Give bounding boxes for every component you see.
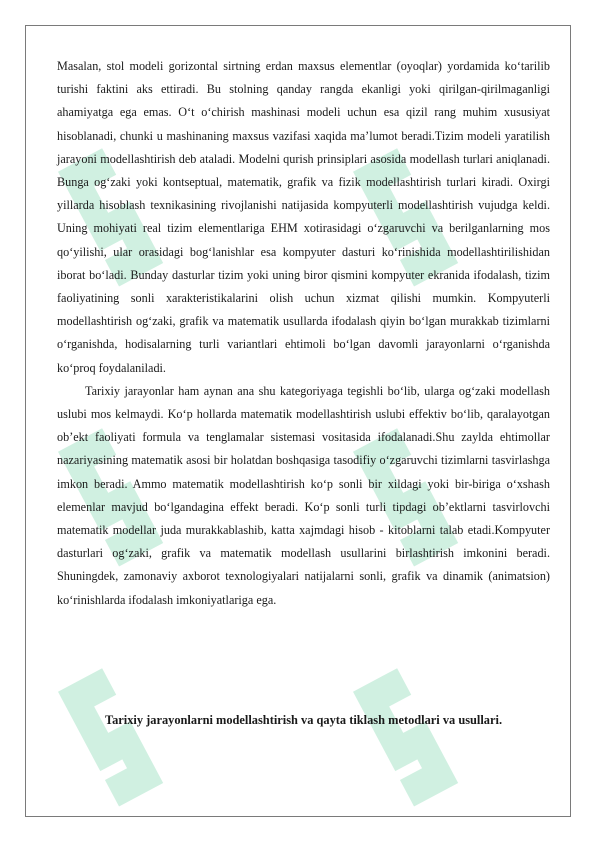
body-paragraph: Masalan, stol modeli gorizontal sirtning erdan maxsus elementlar (oyoqlar) yordamida ko‘tarilib turishi faktini aks ettiradi. Bu stolning qanday rangda ekanligi yoki qirilgan-qirilmaganligi ahamiyatga ega emas. O‘t o‘chirish mashinasi modeli uchun esa qizil rang muhim xususiyat hisoblanadi, chunki u mashinaning maxsus vazifasi xaqida ma’lumot beradi.Tizim modeli yaratilish jarayoni modellashtirish deb ataladi. Modelni qurish prinsiplari asosida modellash turlari aniqlanadi. Bunga og‘zaki yoki kontseptual, matematik, grafik va fizik modellashtirish turlari kiradi. Oxirgi yillarda hisoblash texnikasining rivojlanishi natijasida kompyuterli modellashtirish vujudga keldi. Uning mohiyati real tizim elementlariga EHM xotirasidagi o‘zgaruvchi va berilganlarning mos qo‘yilishi, ular orasidagi bog‘lanishlar esa kompyuter dasturi ko‘rinishida modellashtirilishidan iborat bo‘ladi. Bunday dasturlar tizim yoki uning biror qismini kompyuter ekranida ifodalash, tizim faoliyatining sonli xarakteristikalarini olish uchun xizmat qilishi mumkin. Kompyuterli modellashtirish og‘zaki, grafik va matematik usullarda ifodalash qiyin bo‘lgan murakkab tizimlarni o‘rganishda, hodisalarning turli variantlari ehtimoli bo‘lgan davomli jarayonlarni o‘rganishda ko‘proq foydalaniladi. (57, 59, 550, 375)
body-paragraph: Tarixiy jarayonlar ham aynan ana shu kategoriyaga tegishli bo‘lib, ularga og‘zaki modellash uslubi mos kelmaydi. Ko‘p hollarda matematik modellashtirish uslubi effektiv bo‘lib, qaralayotgan ob’ekt faoliyati formula va tenglamalar sistemasi vositasida ifodalanadi.Shu zaylda ehtimollar nazariyasining matematik asosi bir holatdan boshqasiga tasodifiy o‘zgaruvchi tizimlarni tasvirlashga imkon beradi. Ammo matematik modellashtirish ko‘p sonli bir xildagi yoki bir-biriga o‘xshash elemenlar mavjud bo‘lgandagina effekt beradi. Ko‘p sonli turli tipdagi ob’ektlarni tasvirlovchi matematik modellar juda murakkablashib, katta xajmdagi hisob - kitoblarni talab etadi.Kompyuter dasturlari og‘zaki, grafik va matematik modellash usullarini birlashtirish imkonini beradi. Shuningdek, zamonaviy axborot texnologiyalari natijalarni sonli, grafik va dinamik (animatsion) ko‘rinishlarda ifodalash imkoniyatlariga ega. (57, 383, 550, 607)
document-body (57, 55, 550, 612)
section-heading: Tarixiy jarayonlarni modellashtirish va qayta tiklash metodlari va usullari. (104, 713, 503, 727)
